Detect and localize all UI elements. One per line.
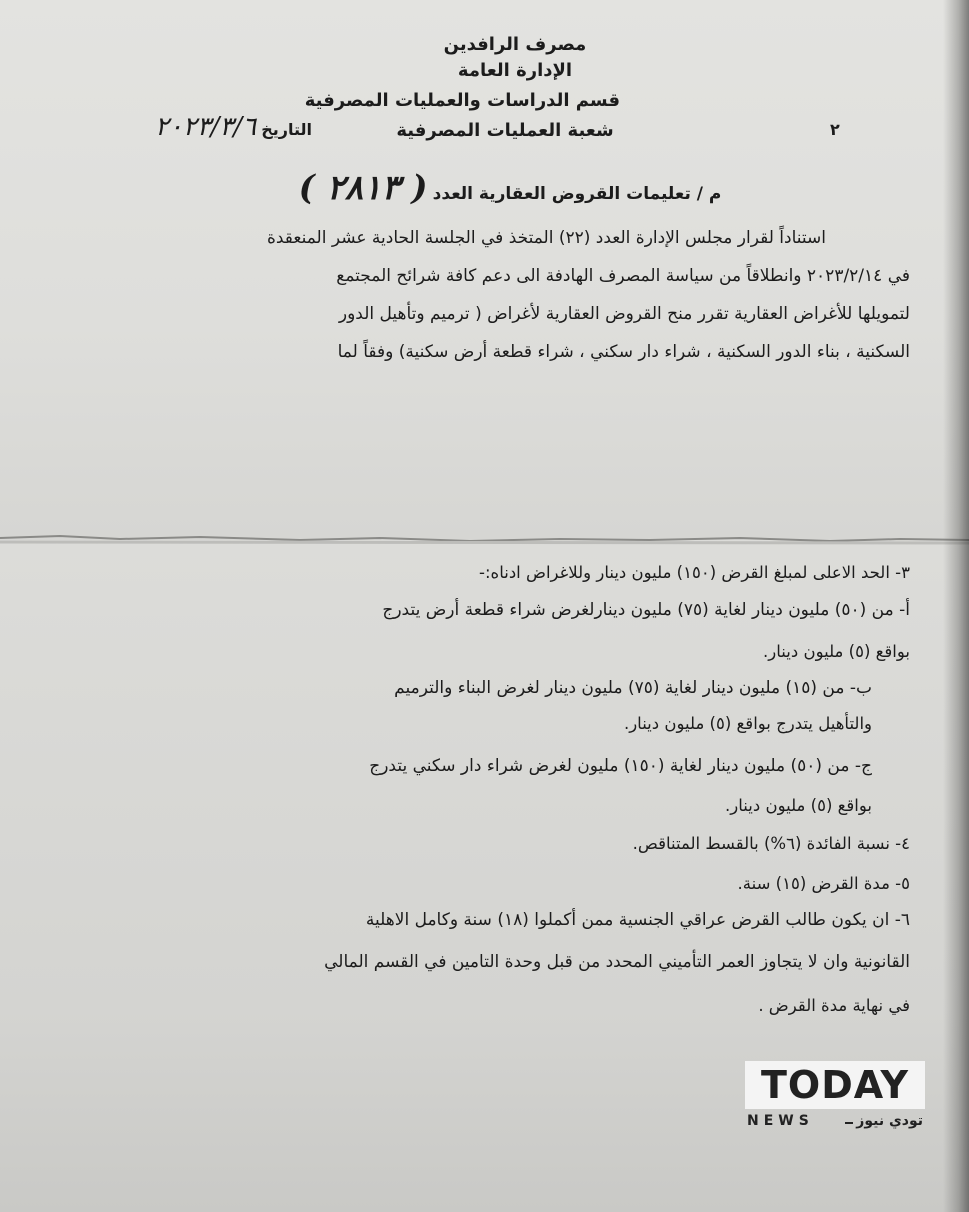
intro-line-4: السكنية ، بناء الدور السكنية ، شراء دار سكني ، شراء قطعة أرض سكنية) وفقاً لما bbox=[337, 342, 910, 362]
item-3a-line-1: أ- من (٥٠) مليون دينار لغاية (٧٥) مليون دينارلغرض شراء قطعة أرض يتدرج bbox=[382, 600, 910, 620]
subject-line bbox=[290, 168, 730, 214]
date-label: التاريخ bbox=[261, 120, 312, 139]
today-news-logo bbox=[745, 1061, 925, 1136]
page-edge-shadow bbox=[943, 0, 969, 1212]
department-name: قسم الدراسات والعمليات المصرفية bbox=[304, 90, 620, 111]
date-block bbox=[112, 112, 312, 152]
intro-line-3: لتمويلها للأغراض العقارية تقرر منح القروض العقارية لأغراض ( ترميم وتأهيل الدور bbox=[338, 304, 910, 324]
item-3b-line-1: ب- من (١٥) مليون دينار لغاية (٧٥) مليون دينار لغرض البناء والترميم bbox=[394, 678, 872, 698]
page-fold-line bbox=[0, 532, 969, 546]
item-6-line-2: القانونية وان لا يتجاوز العمر التأميني المحدد من قبل وحدة التامين في القسم المالي bbox=[324, 952, 910, 972]
item-6-line-1: ٦- ان يكون طالب القرض عراقي الجنسية ممن أكملوا (١٨) سنة وكامل الاهلية bbox=[365, 910, 910, 930]
item-3b-line-2: والتأهيل يتدرج بواقع (٥) مليون دينار. bbox=[623, 714, 872, 733]
logo-brand: TODAY bbox=[745, 1061, 925, 1109]
logo-arabic-text: تودي نيوز bbox=[856, 1113, 923, 1129]
division-name: شعبة العمليات المصرفية bbox=[396, 120, 614, 141]
bank-name: مصرف الرافدين bbox=[443, 34, 587, 55]
logo-separator bbox=[845, 1122, 853, 1124]
date-value: ٢٠٢٣/٣/٦ bbox=[154, 112, 257, 142]
administration-name: الإدارة العامة bbox=[457, 60, 573, 81]
margin-mark: ٢ bbox=[830, 120, 840, 139]
item-3-title: ٣- الحد الاعلى لمبلغ القرض (١٥٠) مليون دينار وللاغراض ادناه:- bbox=[479, 563, 910, 582]
logo-news-text: NEWS bbox=[747, 1113, 814, 1129]
logo-subline bbox=[745, 1113, 925, 1133]
item-4: ٤- نسبة الفائدة (٦%) بالقسط المتناقص. bbox=[632, 834, 910, 853]
subject-text: م / تعليمات القروض العقارية العدد bbox=[432, 184, 722, 204]
item-6-line-3: في نهاية مدة القرض . bbox=[758, 996, 910, 1015]
item-3c-line-2: بواقع (٥) مليون دينار. bbox=[725, 796, 872, 815]
item-5: ٥- مدة القرض (١٥) سنة. bbox=[737, 874, 910, 893]
subject-number: ( ٢٨١٣ ) bbox=[298, 168, 428, 208]
intro-line-2: في ٢٠٢٣/٢/١٤ وانطلاقاً من سياسة المصرف الهادفة الى دعم كافة شرائح المجتمع bbox=[336, 266, 910, 286]
item-3a-line-2: بواقع (٥) مليون دينار. bbox=[763, 642, 910, 661]
item-3c-line-1: ج- من (٥٠) مليون دينار لغاية (١٥٠) مليون لغرض شراء دار سكني يتدرج bbox=[369, 756, 872, 776]
intro-line-1: استناداً لقرار مجلس الإدارة العدد (٢٢) المتخذ في الجلسة الحادية عشر المنعقدة bbox=[266, 228, 826, 248]
